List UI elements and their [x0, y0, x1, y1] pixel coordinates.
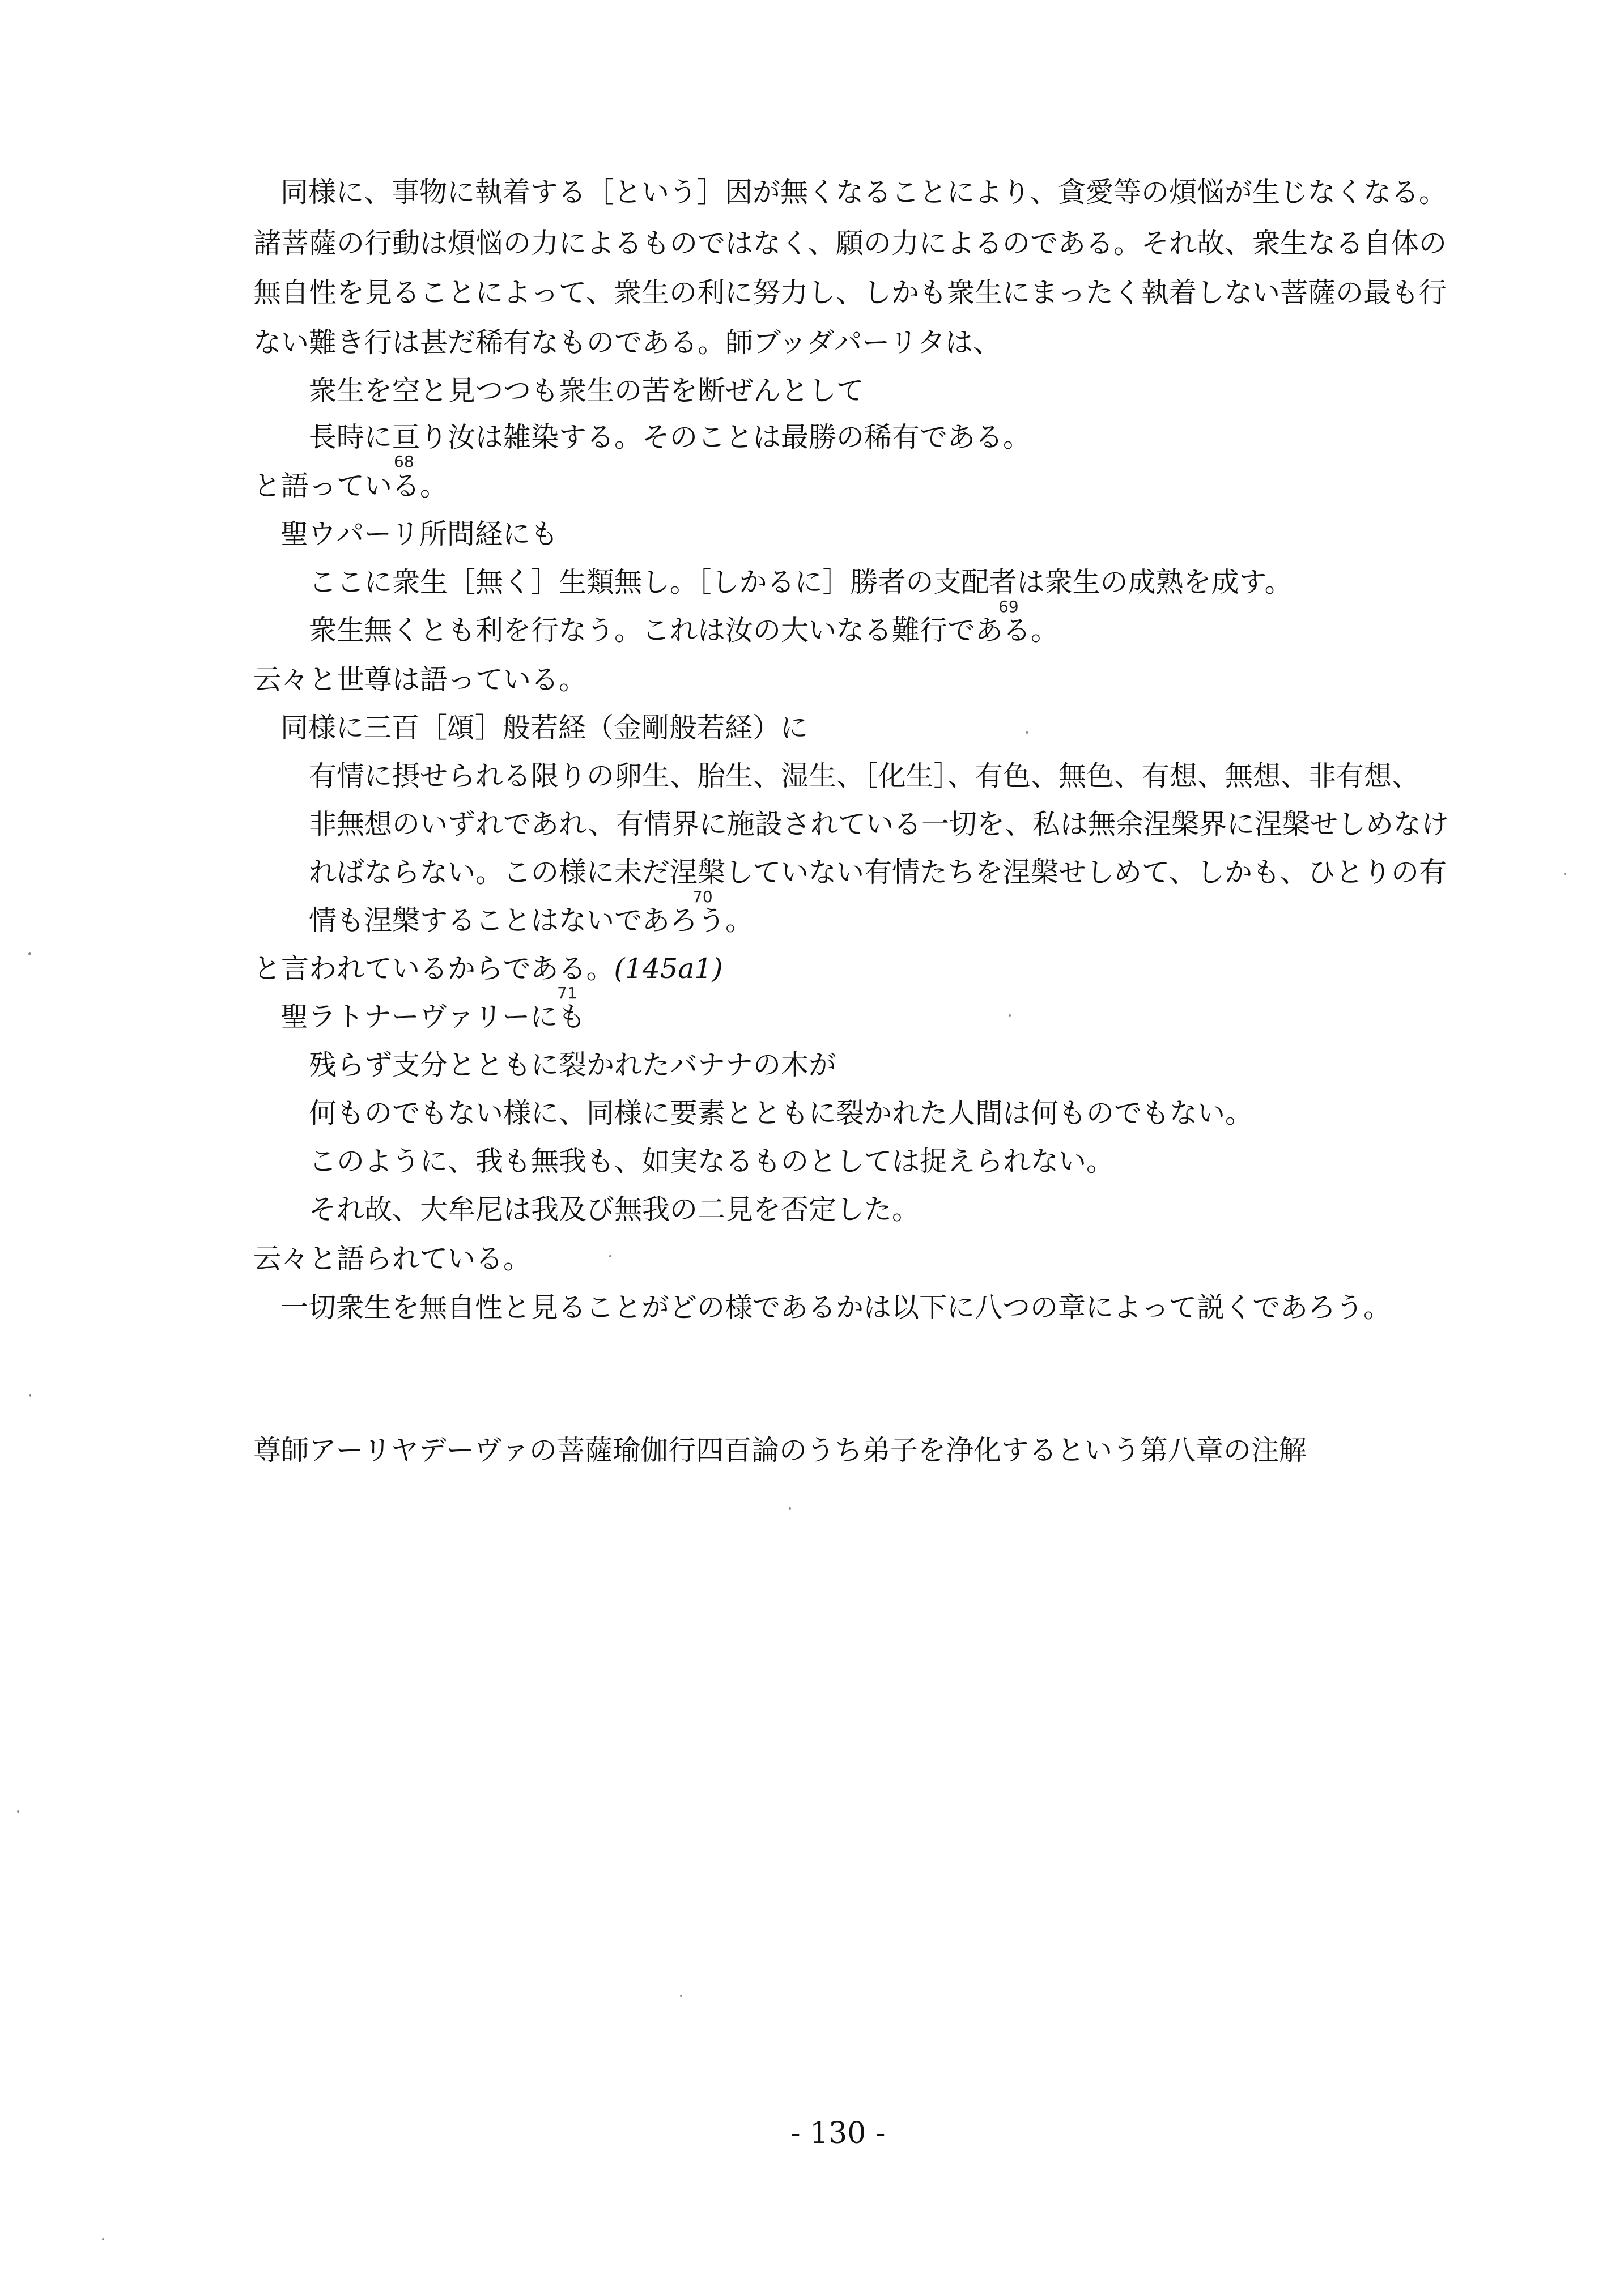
- text-segment: と言われているからである。: [253, 953, 614, 985]
- footnote-marker: 68: [394, 452, 414, 471]
- text-line: 同様に三百［頌］般若経（金剛般若経）に: [280, 712, 809, 744]
- text-line: 諸菩薩の行動は煩悩の力によるものではなく、願の力によるのである。それ故、衆生なる自体の: [253, 227, 1447, 260]
- chapter-colophon: 尊師アーリヤデーヴァの菩薩瑜伽行四百論のうち弟子を浄化するという第八章の注解: [253, 1434, 1307, 1466]
- text-line: 同様に、事物に執着する［という］因が無くなることにより、貪愛等の煩悩が生じなくなる。: [280, 176, 1447, 209]
- quote-line: 長時に亘り汝は雑染する。そのことは最勝の稀有である。: [309, 421, 1031, 453]
- page-number: - 130 -: [790, 2116, 886, 2150]
- scan-speck: [29, 1394, 31, 1397]
- text-line: 一切衆生を無自性と見ることがどの様であるかは以下に八つの章によって説くであろう。: [280, 1291, 1392, 1324]
- scan-speck: [789, 1507, 791, 1510]
- quote-line: ここに衆生［無く］生類無し。［しかるに］勝者の支配者は衆生の成熟を成す。: [309, 566, 1293, 598]
- scan-speck: [17, 1810, 19, 1813]
- quote-line: 残らず支分とともに裂かれたバナナの木が: [309, 1049, 837, 1081]
- scan-speck: [102, 2238, 104, 2240]
- scan-speck: [1564, 873, 1566, 875]
- text-line: [253, 952, 723, 986]
- quote-line: 衆生無くとも利を行なう。これは汝の大いなる難行である。: [309, 614, 1059, 647]
- quote-line: このように、我も無我も、如実なるものとしては捉えられない。: [309, 1145, 1115, 1177]
- scan-speck: [680, 1995, 682, 1997]
- quote-line: 情も涅槃することはないであろう。: [309, 904, 754, 937]
- quote-line: 何ものでもない様に、同様に要素とともに裂かれた人間は何ものでもない。: [309, 1097, 1253, 1129]
- scan-speck: [28, 952, 31, 955]
- quote-line: 非無想のいずれであれ、有情界に施設されている一切を、私は無余涅槃界に涅槃せしめなけ: [309, 808, 1449, 840]
- text-line: 聖ウパーリ所問経にも: [280, 518, 559, 550]
- folio-reference: (145a1): [614, 953, 723, 985]
- quote-line: ればならない。この様に未だ涅槃していない有情たちを涅槃せしめて、しかも、ひとりの有: [309, 856, 1447, 888]
- scan-speck: [1009, 1014, 1011, 1017]
- text-line: と語っている。: [253, 470, 448, 502]
- text-line: 云々と語られている。: [253, 1243, 532, 1275]
- scan-speck: [1026, 731, 1028, 734]
- text-line: 聖ラトナーヴァリーにも: [280, 1001, 586, 1033]
- footnote-marker: 71: [557, 984, 577, 1002]
- quote-line: 有情に摂せられる限りの卵生、胎生、湿生、［化生］、有色、無色、有想、無想、非有想、: [309, 760, 1420, 792]
- text-line: 云々と世尊は語っている。: [253, 664, 587, 696]
- text-line: ない難き行は甚だ稀有なものである。師ブッダパーリタは、: [253, 326, 1001, 359]
- footnote-marker: 70: [692, 887, 713, 906]
- quote-line: 衆生を空と見つつも衆生の苦を断ぜんとして: [309, 375, 865, 407]
- footnote-marker: 69: [998, 597, 1019, 616]
- scan-speck: [609, 1255, 611, 1257]
- quote-line: それ故、大牟尼は我及び無我の二見を否定した。: [309, 1193, 920, 1226]
- text-line: 無自性を見ることによって、衆生の利に努力し、しかも衆生にまったく執着しない菩薩の最も行: [253, 277, 1447, 309]
